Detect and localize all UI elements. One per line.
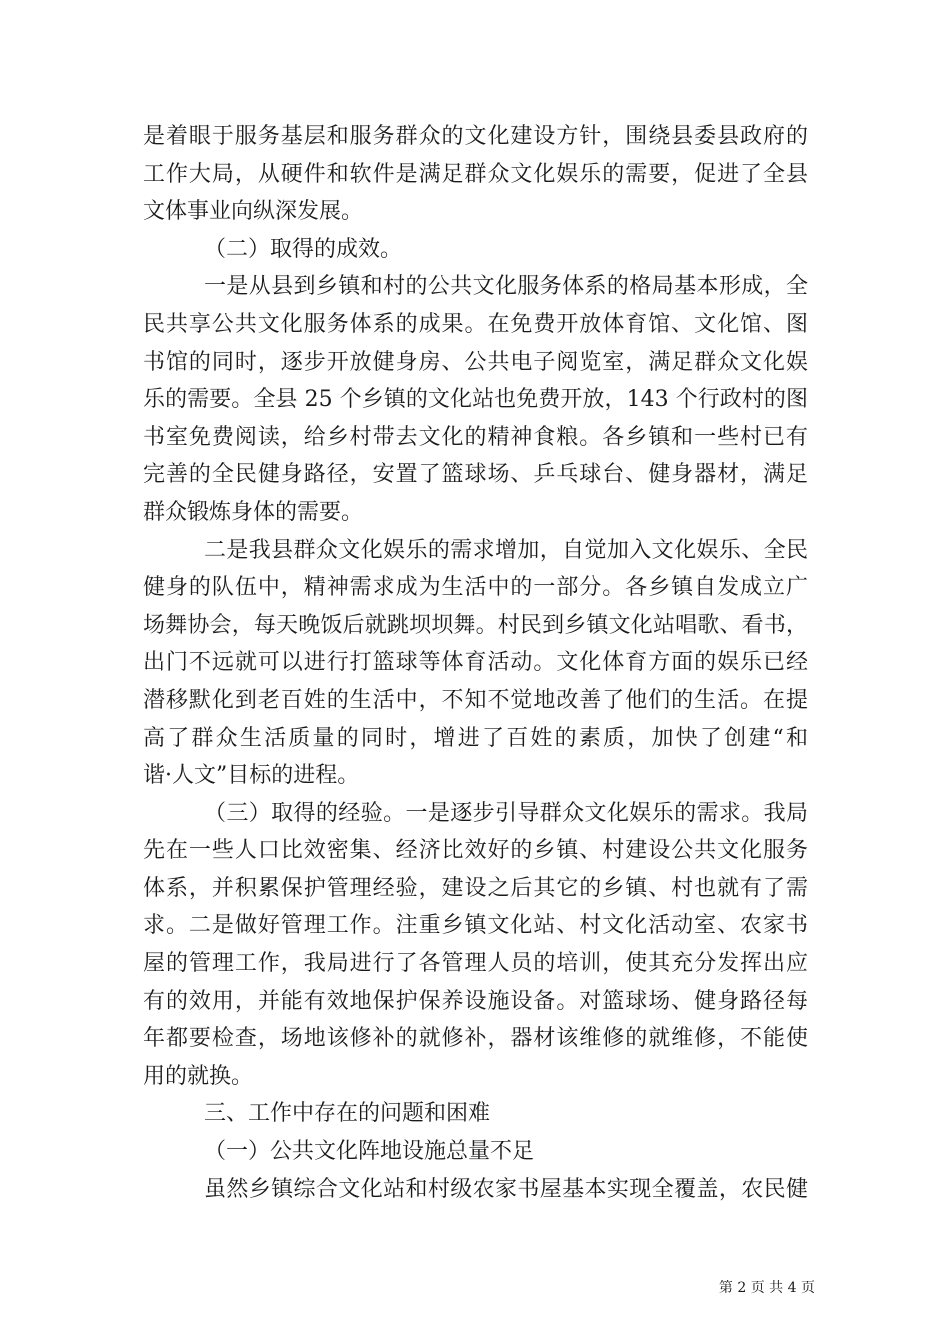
- text-line: 文体事业向纵深发展。: [143, 199, 364, 225]
- text-line: 场舞协会，每天晚饭后就跳坝坝舞。村民到乡镇文化站唱歌、看书，: [143, 612, 808, 638]
- text-line: 乐的需要。全县 25 个乡镇的文化站也免费开放，143 个行政村的图: [143, 387, 808, 413]
- page-number: 第 2 页 共 4 页: [718, 1280, 815, 1296]
- text-line: 体系，并积累保护管理经验，建设之后其它的乡镇、村也就有了需: [143, 875, 808, 901]
- text-line: 求。二是做好管理工作。注重乡镇文化站、村文化活动室、农家书: [143, 913, 808, 939]
- text-line: （三）取得的经验。一是逐步引导群众文化娱乐的需求。我局: [204, 800, 808, 826]
- text-line: （二）取得的成效。: [204, 236, 403, 262]
- text-line: 完善的全民健身路径，安置了篮球场、乒乓球台、健身器材，满足: [143, 462, 808, 488]
- text-line: （一）公共文化阵地设施总量不足: [204, 1139, 535, 1165]
- text-line: 书馆的同时，逐步开放健身房、公共电子阅览室，满足群众文化娱: [143, 349, 808, 375]
- text-line: 群众锻炼身体的需要。: [143, 499, 364, 525]
- text-line: 三、工作中存在的问题和困难: [204, 1101, 491, 1127]
- text-line: 虽然乡镇综合文化站和村级农家书屋基本实现全覆盖，农民健: [204, 1176, 808, 1202]
- text-line: 民共享公共文化服务体系的成果。在免费开放体育馆、文化馆、图: [143, 311, 808, 337]
- text-line: 二是我县群众文化娱乐的需求增加，自觉加入文化娱乐、全民: [204, 537, 808, 563]
- text-line: 屋的管理工作，我局进行了各管理人员的培训，使其充分发挥出应: [143, 951, 808, 977]
- text-line: 是着眼于服务基层和服务群众的文化建设方针，围绕县委县政府的: [143, 124, 808, 149]
- text-line: 有的效用，并能有效地保护保养设施设备。对篮球场、健身路径每: [143, 988, 808, 1014]
- text-line: 书室免费阅读，给乡村带去文化的精神食粮。各乡镇和一些村已有: [143, 424, 808, 450]
- text-line: 年都要检查，场地该修补的就修补，器材该维修的就维修，不能使: [143, 1026, 808, 1052]
- text-line: 一是从县到乡镇和村的公共文化服务体系的格局基本形成，全: [204, 274, 808, 300]
- text-line: 出门不远就可以进行打篮球等体育活动。文化体育方面的娱乐已经: [143, 650, 808, 676]
- document-body: [143, 118, 808, 1208]
- text-line: 潜移默化到老百姓的生活中，不知不觉地改善了他们的生活。在提: [143, 687, 808, 713]
- text-line: 高了群众生活质量的同时，增进了百姓的素质，加快了创建“和: [143, 725, 808, 751]
- text-line: 工作大局，从硬件和软件是满足群众文化娱乐的需要，促进了全县: [143, 161, 808, 187]
- text-line: 先在一些人口比效密集、经济比效好的乡镇、村建设公共文化服务: [143, 838, 808, 864]
- text-line: 健身的队伍中，精神需求成为生活中的一部分。各乡镇自发成立广: [143, 575, 808, 601]
- text-line: 用的就换。: [143, 1063, 254, 1089]
- text-line: 谐·人文”目标的进程。: [143, 763, 360, 789]
